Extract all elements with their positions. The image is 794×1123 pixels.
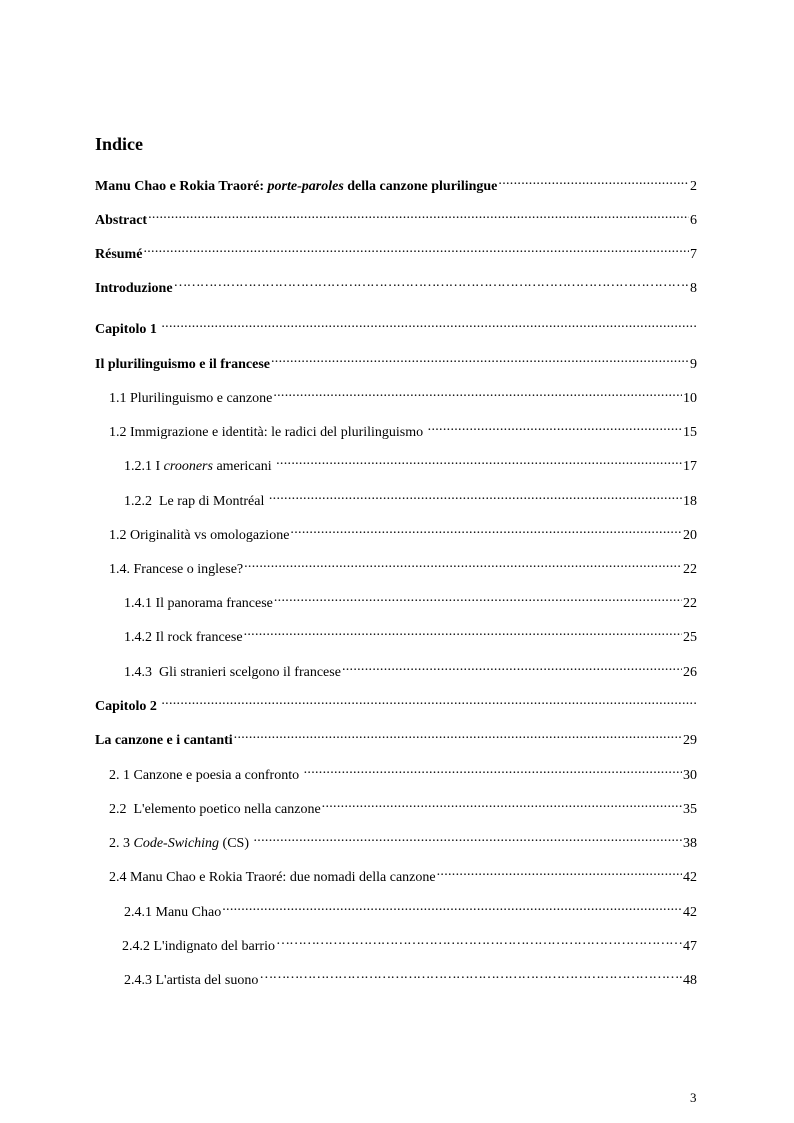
toc-entry[interactable] [109,521,697,545]
toc-entry[interactable] [109,829,697,853]
toc-dot-leader [271,350,689,368]
page-number: 3 [690,1090,697,1105]
toc-entry-label-part: crooners [163,459,213,474]
toc-entry-label [109,561,243,579]
toc-entry-label-part: 1.4.3 Gli stranieri scelgono il francese [124,665,341,680]
toc-dot-leader [437,863,682,881]
toc-entry-page-number: 2 [690,179,697,194]
toc-entry-page-number: 6 [690,213,697,228]
toc-entry[interactable] [109,555,697,579]
toc-entry-label [124,458,275,476]
toc-dot-leader [274,589,682,607]
toc-entry-label [109,835,253,853]
toc-entry-page-number: 29 [683,733,697,748]
toc-entry-label-part: 2.4.3 L'artista del suono [124,973,259,988]
toc-dot-leader [290,521,682,539]
toc-dot-leader [259,966,682,984]
toc-entry-page-number: 38 [683,836,697,851]
toc-entry-label-part: Manu Chao e Rokia Traoré: [95,179,268,194]
toc-entry-label [95,280,173,298]
toc-entry[interactable] [95,692,697,716]
toc-entry[interactable] [95,172,697,196]
toc-dot-leader [304,761,682,779]
toc-entry-label [95,356,270,374]
toc-entry[interactable] [122,932,697,956]
toc-entry-page-number: 42 [683,870,697,885]
toc-entry-label-part: Abstract [95,213,148,228]
toc-dot-leader [161,692,696,710]
toc-dot-leader [222,898,682,916]
toc-entry-label-part: 1.4. Francese o inglese? [109,562,244,577]
toc-entry-label [109,801,321,819]
toc-entry[interactable] [95,350,697,374]
toc-entry-label-part: Il plurilinguismo e il francese [95,357,270,372]
toc-entry-label [95,698,160,716]
toc-entry-label [124,904,221,922]
toc-entry-page-number: 18 [683,494,697,509]
toc-dot-leader [174,274,689,292]
toc-entry-page-number: 10 [683,391,697,406]
toc-entry-label [124,493,268,511]
toc-entry-page-number: 25 [683,630,697,645]
toc-entry-label [109,767,303,785]
toc-entry-label [122,938,275,956]
toc-entry[interactable] [95,240,697,264]
toc-dot-leader [254,829,683,847]
toc-entry-label-part: 2. 3 [109,836,134,851]
toc-entry-page-number: 8 [690,281,697,296]
toc-entry[interactable] [109,795,697,819]
toc-entry-page-number: 48 [683,973,697,988]
toc-entry-label-part: porte-paroles [267,179,344,194]
toc-entry-page-number: 35 [683,802,697,817]
toc-entry[interactable] [124,452,697,476]
toc-entry-label [109,390,272,408]
toc-entry[interactable] [124,966,697,990]
toc-entry[interactable] [124,487,697,511]
toc-entry-label-part: Capitolo 1 [95,322,161,337]
toc-entry-label [124,595,273,613]
toc-entry-label-part: 2. 1 Canzone e poesia a confronto [109,768,303,783]
toc-dot-leader [244,555,682,573]
toc-entry-page-number: 7 [690,247,697,262]
toc-entry-label-part: 1.4.1 Il panorama francese [124,596,273,611]
toc-entry-label-part: 2.4.1 Manu Chao [124,905,222,920]
toc-entry-label-part: 1.2 Originalità vs omologazione [109,528,290,543]
toc-entry[interactable] [124,898,697,922]
toc-entry-label [109,527,289,545]
toc-entry-page-number: 26 [683,665,697,680]
toc-entry-label-part: 1.1 Plurilinguismo e canzone [109,391,273,406]
toc-dot-leader [161,315,696,333]
toc-entry-label [95,178,497,196]
toc-entry-label-part: della canzone plurilingue [343,179,498,194]
toc-entry[interactable] [109,761,697,785]
toc-entry-label-part: 2.2 L'elemento poetico nella canzone [109,802,321,817]
toc-entry-label-part: (CS) [219,836,253,851]
toc-dot-leader [273,384,682,402]
toc-dot-leader [498,172,689,190]
toc-entry-label-part: 2.4 Manu Chao e Rokia Traoré: due nomadi della canzone [109,870,436,885]
toc-entry[interactable] [109,418,697,442]
toc-dot-leader [143,240,689,258]
toc-entry-label-part: Résumé [95,247,143,262]
toc-entry-page-number: 42 [683,905,697,920]
toc-entry-page-number: 22 [683,562,697,577]
toc-entry-label-part: Introduzione [95,281,173,296]
toc-entry-label-part: 1.2.2 Le rap di Montréal [124,494,268,509]
toc-dot-leader [276,452,682,470]
toc-entry-label [124,972,258,990]
toc-entry[interactable] [95,726,697,750]
toc-entry-page-number: 30 [683,768,697,783]
toc-entry-label-part: Code-Swiching [133,836,220,851]
toc-dot-leader [342,658,682,676]
toc-dot-leader [322,795,682,813]
toc-entry[interactable] [95,315,697,339]
toc-entry-label [95,321,160,339]
toc-entry-label [124,629,243,647]
toc-entry-label [95,732,233,750]
toc-dot-leader [428,418,682,436]
toc-entry[interactable] [109,384,697,408]
toc-entry[interactable] [124,623,697,647]
toc-entry-label-part: 1.2 Immigrazione e identità: le radici del plurilinguismo [109,425,427,440]
toc-dot-leader [244,623,682,641]
toc-entry-label-part: 2.4.2 L'indignato del barrio [122,939,275,954]
toc-entry-page-number: 9 [690,357,697,372]
toc-entry-page-number: 20 [683,528,697,543]
toc-entry-label-part: La canzone e i cantanti [95,733,233,748]
toc-entry-label-part: americani [212,459,276,474]
toc-dot-leader [276,932,682,950]
toc-entry-label-part: 1.2.1 I [124,459,164,474]
toc-dot-leader [148,206,689,224]
toc-entry-label [109,869,436,887]
toc-entry[interactable] [109,863,697,887]
toc-entry-page-number: 47 [683,939,697,954]
toc-entry-label-part: 1.4.2 Il rock francese [124,630,243,645]
toc-entry[interactable] [124,589,697,613]
toc-entry-label [95,212,147,230]
toc-entry-page-number: 15 [683,425,697,440]
page-title: Indice [95,134,144,154]
toc-entry-label-part: Capitolo 2 [95,699,161,714]
toc-entry[interactable] [95,206,697,230]
toc-dot-leader [269,487,682,505]
toc-dot-leader [234,726,682,744]
toc-entry[interactable] [124,658,697,682]
toc-entry[interactable] [95,274,697,298]
toc-entry-page-number: 22 [683,596,697,611]
toc-entry-label [109,424,427,442]
toc-entry-label [95,246,142,264]
toc-entry-page-number: 17 [683,459,697,474]
toc-entry-label [124,664,341,682]
